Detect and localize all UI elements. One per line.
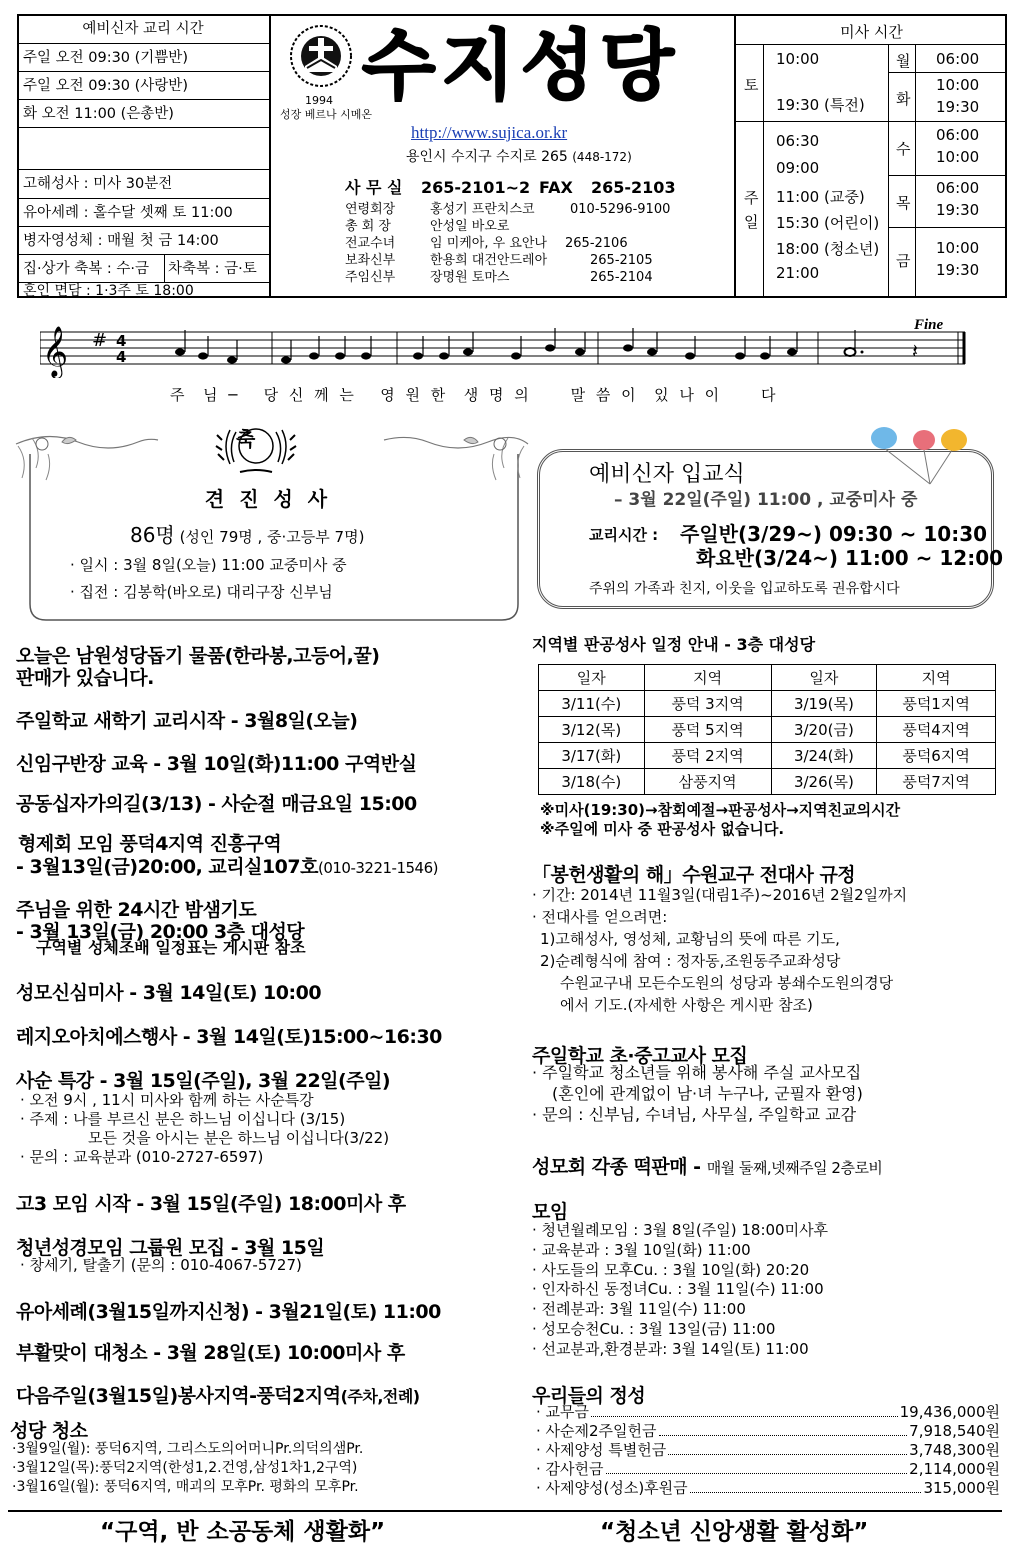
- table-cell: 3/19(목): [771, 691, 877, 717]
- offering-amount: 2,114,000원: [909, 1460, 1000, 1478]
- offering-name: · 교무금: [536, 1403, 590, 1421]
- meetings-title: 모임: [532, 1201, 568, 1223]
- offering-amount: 3,748,300원: [909, 1441, 1000, 1459]
- table-cell: 3/18(수): [539, 769, 645, 795]
- table-cell: 풍덕 2지역: [644, 743, 771, 769]
- weekday-label: 월: [896, 52, 911, 70]
- staff-row: [345, 235, 725, 252]
- notice-vigil-note: 구역별 성체조배 일정표는 게시판 참조: [36, 938, 306, 957]
- staff-phone: 010-5296-9100: [570, 202, 671, 217]
- weekday-mass: 19:30: [936, 98, 980, 116]
- table-cell: 풍덕1지역: [877, 691, 996, 717]
- tuesday-class: 화요반(3/24~) 11:00 ~ 12:00: [696, 546, 1004, 570]
- staff-name: 장명원 토마스: [430, 270, 510, 285]
- weekday-label: 금: [896, 252, 911, 270]
- staff-role: 총 회 장: [345, 219, 391, 234]
- footer-motto-left: “구역, 반 소공동체 생활화”: [100, 1519, 386, 1545]
- fax-label: FAX: [539, 178, 573, 197]
- count-big: 86명: [130, 523, 175, 547]
- balloons-icon: [862, 424, 982, 488]
- footer-divider: [8, 1510, 1002, 1512]
- cleaning-item: ·3월9일(월): 풍덕6지역, 그리스도의어머니Pr.의덕의샘Pr.: [12, 1441, 364, 1457]
- fax-number: 265-2103: [591, 178, 676, 197]
- notice-sale: [16, 645, 379, 689]
- penance-title: 지역별 판공성사 일정 안내 - 3층 대성당: [532, 635, 816, 654]
- info-row: 유아세례 : 홀수달 셋째 토 11:00: [17, 199, 269, 227]
- sunday-mass: 15:30 (어린이): [776, 214, 880, 232]
- offering-amount: 19,436,000원: [899, 1403, 1000, 1421]
- teacher-recruit-line: · 문의 : 신부님, 수녀님, 사무실, 주일학교 교감: [532, 1105, 857, 1124]
- notice-marian-mass: 성모신심미사 - 3월 14일(토) 10:00: [16, 982, 322, 1004]
- teacher-recruit-line: (혼인에 관계없이 남·녀 누구나, 군필자 환영): [552, 1084, 863, 1103]
- table-cell: 3/17(화): [539, 743, 645, 769]
- meeting-item: · 교육분과 : 3월 10일(화) 11:00: [532, 1240, 751, 1259]
- congrats-emblem: 축: [236, 427, 256, 451]
- house-blessing: 집·상가 축복 : 수·금: [23, 261, 149, 277]
- table-cell: 풍덕6지역: [877, 743, 996, 769]
- offering-amount: 315,000원: [923, 1479, 1000, 1497]
- count-detail: (성인 79명 , 중·고등부 7명): [179, 528, 365, 546]
- saturday-mass: 19:30 (특전): [776, 96, 865, 114]
- info-row: 고해성사 : 미사 30분전: [17, 170, 269, 199]
- weekday-mass: 19:30: [936, 261, 980, 279]
- table-cell: 삼풍지역: [644, 769, 771, 795]
- notice-senior-meeting: 고3 모임 시작 - 3월 15일(주일) 18:00미사 후: [16, 1193, 406, 1215]
- confirmation-count: [130, 523, 365, 547]
- confirmation-date: · 일시 : 3월 8일(오늘) 11:00 교중미사 중: [70, 556, 347, 574]
- notice-lent-lecture: 사순 특강 - 3월 15일(주일), 3월 22일(주일): [16, 1070, 391, 1092]
- church-name: 수지성당: [362, 21, 680, 110]
- table-cell: 3/11(수): [539, 691, 645, 717]
- rice-cake-sale: [532, 1152, 882, 1179]
- church-cleaning-title: 성당 청소: [10, 1420, 88, 1442]
- edu-row: 주일 오전 09:30 (기쁨반): [17, 44, 269, 72]
- music-staff: [40, 318, 970, 378]
- staff-name: 한용희 대건안드레아: [430, 253, 548, 268]
- rice-cake-detail: 매월 둘째,넷째주일 2층로비: [706, 1159, 883, 1177]
- saturday-label: 토: [744, 76, 759, 94]
- confirmation-title: 견 진 성 사: [204, 487, 332, 511]
- offering-row: [536, 1422, 1000, 1441]
- weekday-mass: 06:00: [936, 50, 980, 68]
- notice-sale-line2: 판매가 있습니다.: [16, 667, 154, 689]
- svg-text:𝄽: 𝄽: [912, 339, 919, 363]
- staff-name: 홍성기 프란치스코: [430, 202, 535, 217]
- table-cell: 풍덕 5지역: [644, 717, 771, 743]
- weekday-mass: 06:00: [936, 179, 980, 197]
- offering-row: [536, 1403, 1000, 1422]
- office-label: 사 무 실: [345, 178, 403, 197]
- staff-role: 연령회장: [345, 202, 396, 217]
- staff-name: 임 미케아, 우 요안나: [430, 236, 547, 251]
- teacher-recruit-line: · 주일학교 청소년들 위해 봉사해 주실 교사모집: [532, 1063, 862, 1082]
- table-header-row: [539, 665, 996, 691]
- cleaning-item: ·3월16일(월): 풍덕6지역, 매괴의 모후Pr. 평화의 모후Pr.: [12, 1479, 359, 1495]
- edu-row: [17, 128, 269, 170]
- mass-schedule: [734, 14, 1007, 298]
- staff-role: 전교수녀: [345, 236, 396, 251]
- service-type: (주차,전례): [340, 1387, 420, 1406]
- confirmation-celebrant: · 집전 : 김봉학(바오로) 대리구장 신부님: [70, 583, 333, 601]
- notice-stations-cross: 공동십자가의길(3/13) - 사순절 매금요일 15:00: [16, 793, 417, 815]
- table-header: 지역: [877, 665, 996, 691]
- indulgence-line: 1)고해성사, 영성체, 교황님의 뜻에 따른 기도,: [540, 930, 840, 948]
- fine-marking: Fine: [914, 317, 944, 333]
- sunday-mass: 09:00: [776, 159, 820, 177]
- indulgence-line: 2)순례형식에 참여 : 정자동,조원동주교좌성당: [540, 952, 841, 970]
- notice-brotherhood-date: [16, 852, 438, 879]
- table-row: [539, 691, 996, 717]
- sunday-class: 주일반(3/29~) 09:30 ~ 10:30: [680, 522, 988, 546]
- notice-sunday-school: 주일학교 새학기 교리시작 - 3월8일(오늘): [16, 710, 358, 732]
- edu-row: 주일 오전 09:30 (사랑반): [17, 72, 269, 100]
- notice-infant-baptism: 유아세례(3월15일까지신청) - 3월21일(토) 11:00: [16, 1301, 441, 1323]
- penance-note: ※주일에 미사 중 판공성사 없습니다.: [540, 820, 785, 838]
- address: [406, 148, 632, 166]
- svg-text:#: #: [92, 330, 108, 351]
- svg-text:𝄞: 𝄞: [42, 326, 69, 377]
- cleaning-item: ·3월12일(목):풍덕2지역(한성1,2.건영,삼성1차1,2구역): [12, 1460, 358, 1476]
- offering-row: [536, 1479, 1000, 1498]
- sunday-mass: 18:00 (청소년): [776, 240, 880, 258]
- staff-list: [345, 201, 725, 286]
- notice-bible-group: 청년성경모임 그룹원 모집 - 3월 15일: [16, 1237, 325, 1259]
- table-cell: 3/24(화): [771, 743, 877, 769]
- meeting-item: · 청년월례모임 : 3월 8일(주일) 18:00미사후: [532, 1221, 829, 1239]
- lent-lecture-line: · 주제 : 나를 부르신 분은 하느님 이십니다 (3/15): [20, 1110, 346, 1128]
- indulgence-line: · 전대사를 얻으려면:: [532, 908, 668, 926]
- table-header: 일자: [771, 665, 877, 691]
- notice-sale-line1: 오늘은 남원성당돕기 물품(한라봉,고등어,꿀): [16, 645, 380, 667]
- sunday-mass: 06:30: [776, 132, 820, 150]
- svg-text:4: 4: [116, 332, 127, 350]
- service-area: 다음주일(3월15일)봉사지역-풍덕2지역: [16, 1385, 341, 1407]
- staff-phone: 265-2104: [590, 270, 653, 285]
- church-logo: [283, 22, 359, 92]
- meeting-item: · 전례분과: 3월 11일(수) 11:00: [532, 1300, 746, 1319]
- lent-lecture-line: · 오전 9시 , 11시 미사와 함께 하는 사순특강: [20, 1091, 314, 1109]
- staff-role: 주임신부: [345, 270, 396, 285]
- lent-lecture-line: 모든 것을 아시는 분은 하느님 이십니다(3/22): [88, 1129, 390, 1147]
- weekday-mass: 10:00: [936, 148, 980, 166]
- office-phone: 265-2101~2: [421, 178, 531, 197]
- table-cell: 풍덕7지역: [877, 769, 996, 795]
- table-cell: 3/12(목): [539, 717, 645, 743]
- offering-amount: 7,918,540원: [909, 1422, 1000, 1440]
- meeting-item: · 사도들의 모후Cu. : 3월 10일(화) 20:20: [532, 1260, 810, 1279]
- staff-phone: 265-2106: [565, 236, 628, 251]
- staff-name: 안성일 바오로: [430, 219, 510, 234]
- offering-name: · 사제양성(성소)후원금: [536, 1479, 688, 1497]
- staff-role: 보좌신부: [345, 253, 396, 268]
- offering-name: · 감사헌금: [536, 1460, 604, 1478]
- offerings-title: 우리들의 정성: [532, 1385, 646, 1407]
- svg-text:4: 4: [116, 348, 127, 366]
- table-header: 지역: [644, 665, 771, 691]
- weekday-label: 수: [896, 140, 911, 158]
- brotherhood-phone: (010-3221-1546): [317, 859, 438, 877]
- table-row: [539, 769, 996, 795]
- saturday-mass: 10:00: [776, 50, 820, 68]
- weekday-mass: 19:30: [936, 201, 980, 219]
- logo-caption: 성장 베르나 시메온: [280, 108, 373, 121]
- weekday-mass: 10:00: [936, 239, 980, 257]
- table-header: 일자: [539, 665, 645, 691]
- teacher-recruit-title: 주일학교 초·중고교사 모집: [532, 1045, 748, 1067]
- meeting-item: · 성모승천Cu. : 3월 13일(금) 11:00: [532, 1319, 776, 1338]
- table-row: [539, 743, 996, 769]
- notice-cleaning: 부활맞이 대청소 - 3월 28일(토) 10:00미사 후: [16, 1342, 405, 1364]
- entrance-title: 예비신자 입교식: [589, 462, 745, 487]
- staff-phone: 265-2105: [590, 253, 653, 268]
- postal-code: (448-172): [572, 150, 632, 164]
- class-label: 교리시간 :: [589, 526, 659, 544]
- meeting-item: · 선교분과,환경분과: 3월 14일(토) 11:00: [532, 1339, 809, 1358]
- table-cell: 풍덕4지역: [877, 717, 996, 743]
- footer-motto-right: “청소년 신앙생활 활성화”: [600, 1519, 869, 1545]
- marriage-row: 혼인 면담 : 1·3주 토 18:00: [23, 283, 194, 298]
- meetings-list: [532, 1221, 828, 1360]
- edu-title: 예비신자 교리 시간: [17, 14, 269, 44]
- offering-name: · 사제양성 특별헌금: [536, 1441, 667, 1459]
- notice-service-area: [16, 1381, 420, 1408]
- logo-year: 1994: [305, 94, 333, 107]
- mass-title: 미사 시간: [840, 23, 903, 41]
- notice-leader-training: 신임구반장 교육 - 3월 10일(화)11:00 구역반실: [16, 753, 417, 775]
- notice-vigil: 주님을 위한 24시간 밤샘기도: [16, 899, 257, 921]
- table-cell: 3/20(금): [771, 717, 877, 743]
- meeting-item: · 인자하신 동정녀Cu. : 3월 11일(수) 11:00: [532, 1280, 824, 1299]
- weekday-label: 목: [896, 194, 911, 212]
- bible-group-detail: · 창세기, 탈출기 (문의 : 010-4067-5727): [20, 1256, 302, 1274]
- penance-table: [538, 664, 996, 795]
- staff-row: [345, 252, 725, 269]
- offering-row: [536, 1460, 1000, 1479]
- info-row: 병자영성체 : 매월 첫 금 14:00: [17, 227, 269, 255]
- notice-brotherhood: 형제회 모임 풍덕4지역 진흥구역: [18, 833, 282, 855]
- staff-row: [345, 201, 725, 218]
- address-text: 용인시 수지구 수지로 265: [406, 149, 568, 165]
- brotherhood-date: - 3월13일(금)20:00, 교리실107호: [16, 856, 318, 878]
- indulgence-title: 「봉헌생활의 해」수원교구 전대사 규정: [532, 864, 856, 886]
- edu-row: 화 오전 11:00 (은총반): [17, 100, 269, 128]
- staff-row: [345, 269, 725, 286]
- notice-vigil-date: - 3월 13일(금) 20:00 3층 대성당: [16, 921, 305, 943]
- entrance-note: 주위의 가족과 친지, 이웃을 입교하도록 권유합시다: [589, 581, 900, 597]
- offering-row: [536, 1441, 1000, 1460]
- weekday-label: 화: [896, 90, 911, 108]
- education-schedule: [17, 14, 271, 298]
- sunday-mass: 11:00 (교중): [776, 188, 865, 206]
- table-cell: 풍덕 3지역: [644, 691, 771, 717]
- staff-row: [345, 218, 725, 235]
- offering-name: · 사순제2주일헌금: [536, 1422, 657, 1440]
- entrance-date: – 3월 22일(주일) 11:00 , 교중미사 중: [614, 490, 918, 510]
- penance-note: ※미사(19:30)→참회예절→판공성사→지역친교의시간: [540, 801, 901, 819]
- website-link[interactable]: http://www.sujica.or.kr: [411, 123, 568, 142]
- blessing-row: [17, 255, 269, 283]
- table-row: [539, 717, 996, 743]
- notice-legio: 레지오아치에스행사 - 3월 14일(토)15:00~16:30: [16, 1026, 442, 1048]
- indulgence-line: 수원교구내 모든수도원의 성당과 봉쇄수도원의경당: [560, 974, 894, 992]
- car-blessing: 차축복 : 금·토: [164, 255, 257, 283]
- sunday-mass: 21:00: [776, 264, 820, 282]
- weekday-mass: 06:00: [936, 126, 980, 144]
- indulgence-line: 에서 기도.(자세한 사항은 게시판 참조): [560, 996, 813, 1014]
- weekday-mass: 10:00: [936, 76, 980, 94]
- sunday-label: 주 일: [744, 189, 759, 231]
- table-cell: 3/26(목): [771, 769, 877, 795]
- indulgence-line: · 기간: 2014년 11월3일(대림1주)~2016년 2월2일까지: [532, 886, 908, 904]
- lent-lecture-line: · 문의 : 교육분과 (010-2727-6597): [20, 1148, 264, 1166]
- hymn-lyrics: 주 님 ─ 당 신 께 는 영 원 한 생 명 의 말 씀 이 있 나 이 다: [170, 386, 779, 404]
- offerings-list: [536, 1403, 1000, 1498]
- rice-cake-title: 성모회 각종 떡판매 -: [532, 1156, 701, 1178]
